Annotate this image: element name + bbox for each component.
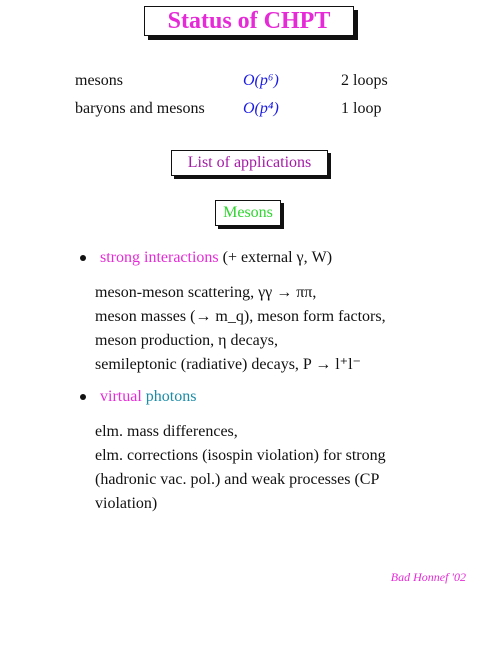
loops-label: 1 loop bbox=[341, 100, 382, 117]
strong-interactions-list bbox=[95, 281, 386, 377]
list-line: meson-meson scattering, γγ → ππ, bbox=[95, 284, 317, 301]
order-label: O(p⁴) bbox=[243, 100, 279, 117]
order-label: O(p⁶) bbox=[243, 72, 279, 89]
bullet-dot-icon bbox=[80, 394, 86, 400]
list-line: elm. mass differences, bbox=[95, 423, 238, 440]
applications-heading: List of applications bbox=[171, 150, 328, 176]
list-line: (hadronic vac. pol.) and weak processes (CP bbox=[95, 471, 380, 488]
particles-label: mesons bbox=[75, 72, 123, 89]
bullet-head-colored: strong interactions bbox=[100, 249, 219, 266]
bullet-dot-icon bbox=[80, 255, 86, 261]
bullet-head-colored: virtual bbox=[100, 388, 142, 405]
particles-label: baryons and mesons bbox=[75, 100, 205, 117]
mesons-heading: Mesons bbox=[215, 200, 281, 226]
page-title: Status of CHPT bbox=[144, 6, 354, 36]
bullet-head-rest: (+ external γ, W) bbox=[218, 249, 333, 266]
virtual-photons-list bbox=[95, 420, 386, 516]
bullet-strong-interactions bbox=[80, 249, 332, 267]
list-line: violation) bbox=[95, 495, 158, 512]
bullet-head-colored-2: photons bbox=[145, 388, 197, 405]
list-line: elm. corrections (isospin violation) for strong bbox=[95, 447, 386, 464]
list-line: meson masses (→ m_q), meson form factors, bbox=[95, 308, 386, 325]
list-line: semileptonic (radiative) decays, P → l⁺l⁻ bbox=[95, 356, 361, 373]
list-line: meson production, η decays, bbox=[95, 332, 278, 349]
footer-note: Bad Honnef '02 bbox=[390, 570, 466, 584]
bullet-virtual-photons bbox=[80, 388, 196, 406]
loops-label: 2 loops bbox=[341, 72, 388, 89]
